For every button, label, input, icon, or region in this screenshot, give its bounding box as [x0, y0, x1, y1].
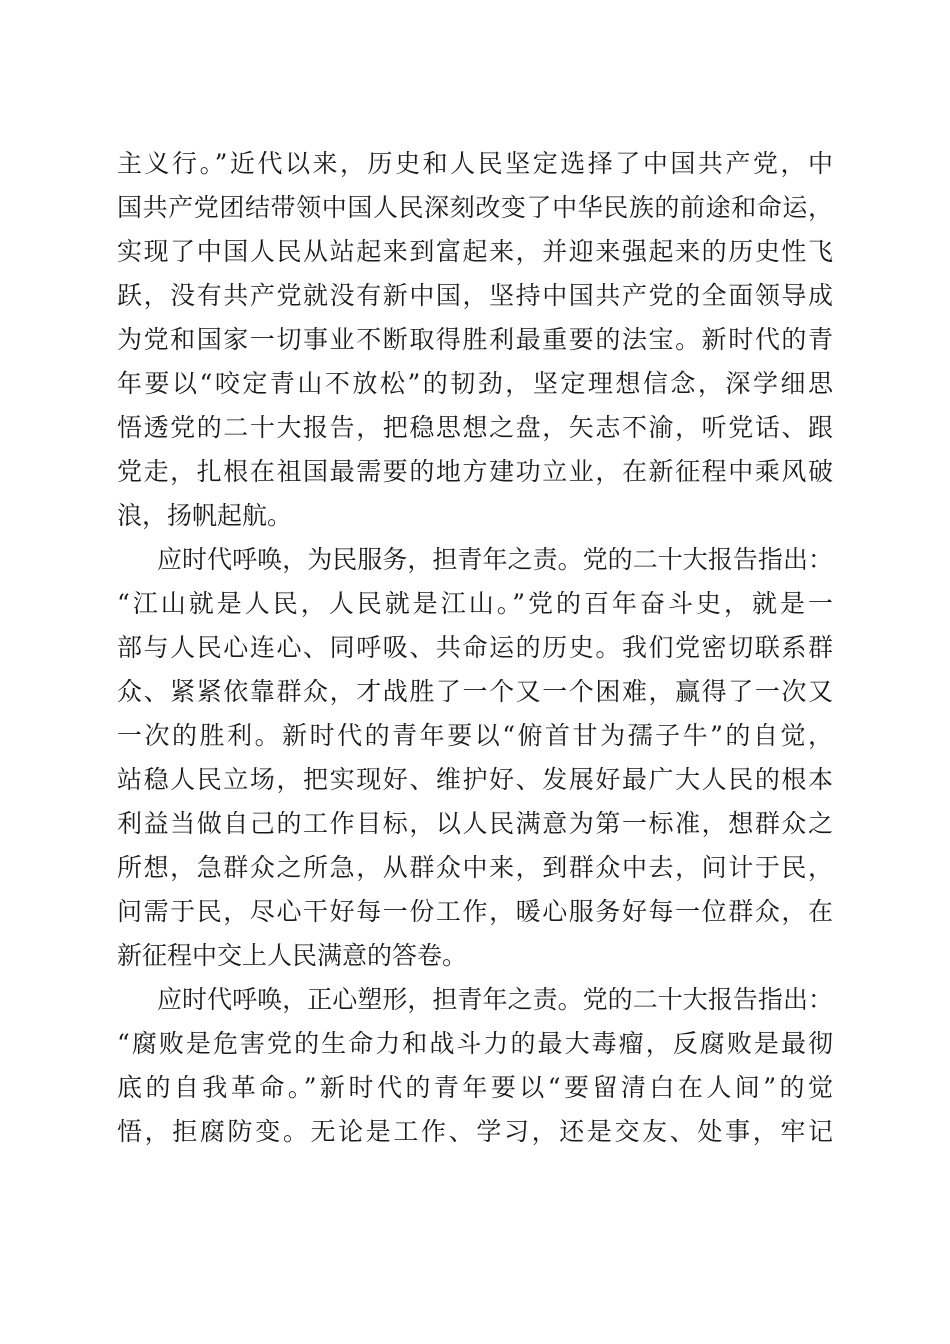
paragraph-1-line-1: 主义行。”近代以来，历史和人民坚定选择了中国共产党，中 [117, 149, 833, 178]
paragraph-1-line-6: 年要以“咬定青山不放松”的韧劲，坚定理想信念，深学细思 [117, 369, 833, 398]
paragraph-3-line-3: 底的自我革命。”新时代的青年要以“要留清白在人间”的觉 [117, 1073, 833, 1102]
paragraph-2-line-8: 所想，急群众之所急，从群众中来，到群众中去，问计于民， [117, 853, 833, 882]
paragraph-2-line-10: 新征程中交上人民满意的答卷。 [117, 941, 468, 970]
paragraph-1-line-9: 浪，扬帆起航。 [117, 501, 293, 530]
paragraph-1-line-7: 悟透党的二十大报告，把稳思想之盘，矢志不渝，听党话、跟 [117, 413, 833, 442]
paragraph-2-line-7: 利益当做自己的工作目标，以人民满意为第一标准，想群众之 [117, 809, 833, 838]
paragraph-2-line-5: 一次的胜利。新时代的青年要以“俯首甘为孺子牛”的自觉， [117, 721, 833, 750]
paragraph-1-line-8: 党走，扎根在祖国最需要的地方建功立业，在新征程中乘风破 [117, 457, 833, 486]
paragraph-1-line-2: 国共产党团结带领中国人民深刻改变了中华民族的前途和命运， [117, 193, 833, 222]
paragraph-3-line-1: 应时代呼唤，正心塑形，担青年之责。党的二十大报告指出： [157, 985, 833, 1014]
paragraph-3-line-4: 悟，拒腐防变。无论是工作、学习，还是交友、处事，牢记 [117, 1117, 833, 1146]
paragraph-3-line-2: “腐败是危害党的生命力和战斗力的最大毒瘤，反腐败是最彻 [117, 1029, 833, 1058]
paragraph-2-line-9: 问需于民，尽心干好每一份工作，暖心服务好每一位群众，在 [117, 897, 833, 926]
paragraph-2-line-2: “江山就是人民，人民就是江山。”党的百年奋斗史，就是一 [117, 589, 833, 618]
paragraph-1-line-3: 实现了中国人民从站起来到富起来，并迎来强起来的历史性飞 [117, 237, 833, 266]
paragraph-1-line-4: 跃，没有共产党就没有新中国，坚持中国共产党的全面领导成 [117, 281, 833, 310]
paragraph-2-line-1: 应时代呼唤，为民服务，担青年之责。党的二十大报告指出： [157, 545, 833, 574]
paragraph-2-line-6: 站稳人民立场，把实现好、维护好、发展好最广大人民的根本 [117, 765, 833, 794]
paragraph-2-line-3: 部与人民心连心、同呼吸、共命运的历史。我们党密切联系群 [117, 633, 833, 662]
paragraph-1-line-5: 为党和国家一切事业不断取得胜利最重要的法宝。新时代的青 [117, 325, 833, 354]
paragraph-2-line-4: 众、紧紧依靠群众，才战胜了一个又一个困难，赢得了一次又 [117, 677, 833, 706]
